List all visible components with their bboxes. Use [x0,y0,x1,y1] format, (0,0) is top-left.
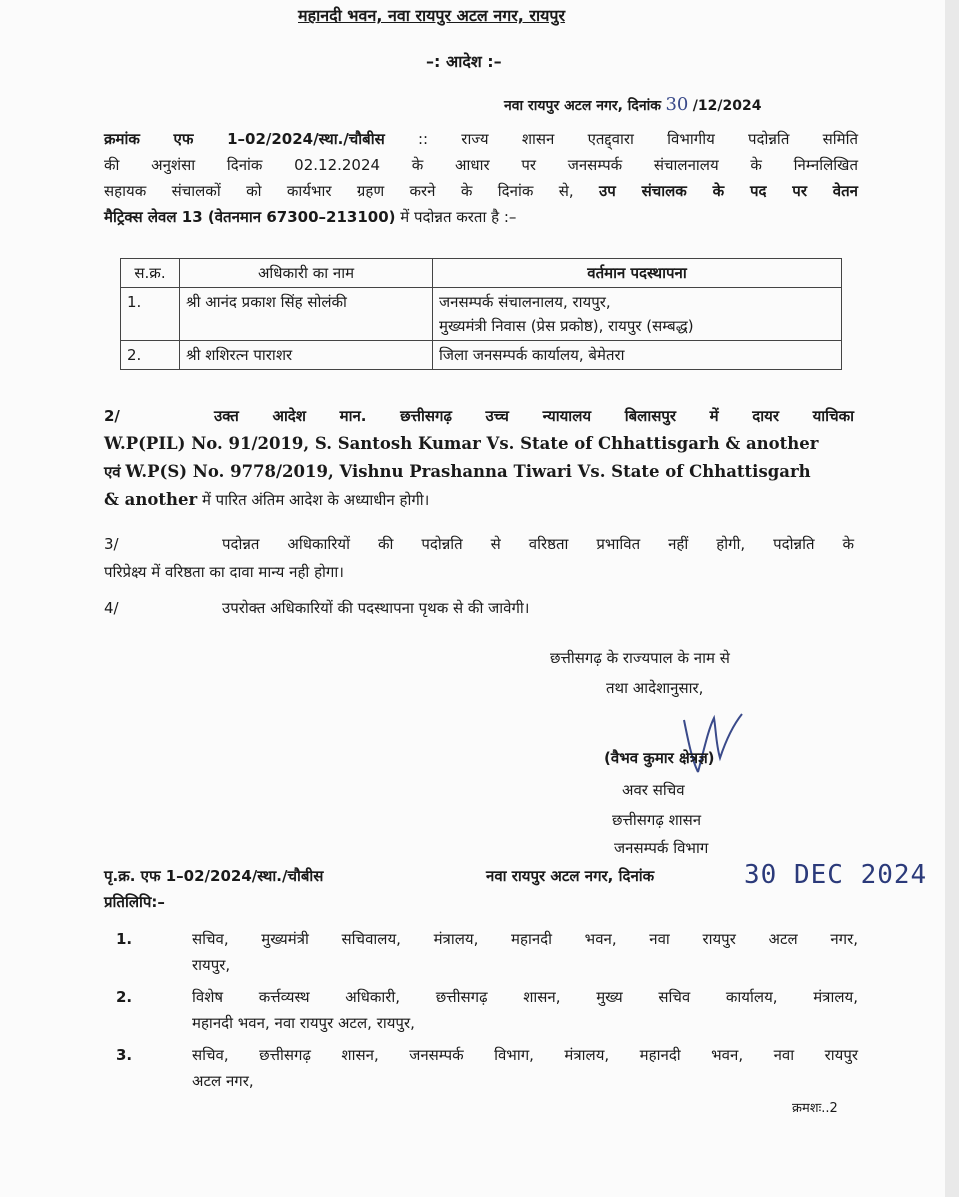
order-number: क्रमांक एफ 1–02/2024/स्था./चौबीस [104,130,385,148]
handwritten-date: 30 [665,94,689,115]
date-suffix: /12/2024 [692,98,762,114]
col-header-posting: वर्तमान पदस्थापना [433,259,842,288]
cell-sno: 2. [121,341,180,370]
copies-list [112,926,862,1100]
signatory-designation: अवर सचिव [622,781,685,799]
place-date-prefix: नवा रायपुर अटल नगर, दिनांक [504,98,661,114]
col-header-name: अधिकारी का नाम [180,259,433,288]
col-header-sno: स.क्र. [121,259,180,288]
date-stamp: 30 DEC 2024 [744,860,928,890]
copy-to-label: प्रतिलिपि:– [104,893,165,911]
list-item: 1. सचिव, मुख्यमंत्री सचिवालय, मंत्रालय, महानदी भवन, नवा रायपुर अटल नगर, रायपुर, [116,930,858,974]
authority-line-2: तथा आदेशानुसार, [606,679,704,697]
intro-paragraph [104,126,858,230]
intro-line-3: सहायक संचालकों को कार्यभार ग्रहण करने के दिनांक से, उप संचालक के पद पर वेतन [104,182,858,200]
para-2 [104,402,858,514]
intro-line-2: की अनुशंसा दिनांक 02.12.2024 के आधार पर जनसम्पर्क संचालनालय के निम्नलिखित [104,156,858,174]
table-row [121,288,842,341]
para-3 [104,530,858,586]
para-4: 4/ उपरोक्त अधिकारियों की पदस्थापना पृथक से की जावेगी। [104,599,530,617]
table-row [121,341,842,370]
signatory-name: (वैभव कुमार क्षेत्रज्ञ) [604,749,715,767]
endorsement-ref: पृ.क्र. एफ 1–02/2024/स्था./चौबीस [104,867,324,885]
signature-mark [664,700,774,780]
para-2-line-1: 2/ उक्त आदेश मान. छत्तीसगढ़ उच्च न्यायालय बिलासपुर में दायर याचिका [104,407,854,425]
continued-marker: क्रमशः..2 [792,1101,838,1116]
order-title: –: आदेश :– [426,52,502,71]
authority-line-1: छत्तीसगढ़ के राज्यपाल के नाम से [550,649,730,667]
para-3-line-2: परिप्रेक्ष्य में वरिष्ठता का दावा मान्य नही होगा। [104,563,344,581]
para-3-line-1: 3/ पदोन्नत अधिकारियों की पदोन्नति से वरिष्ठता प्रभावित नहीं होगी, पदोन्नति के [104,535,854,553]
header-address: महानदी भवन, नवा रायपुर अटल नगर, रायपुर [298,6,566,25]
signatory-department: जनसम्पर्क विभाग [614,839,709,857]
officers-table [120,258,842,370]
place-date [504,94,761,115]
list-item: 3. सचिव, छत्तीसगढ़ शासन, जनसम्पर्क विभाग, मंत्रालय, महानदी भवन, नवा रायपुर अटल नगर, [116,1046,858,1090]
cell-name: श्री आनंद प्रकाश सिंह सोलंकी [180,288,433,341]
endorsement-place-date: नवा रायपुर अटल नगर, दिनांक [486,867,655,885]
cell-posting: जिला जनसम्पर्क कार्यालय, बेमेतरा [433,341,842,370]
list-item: 2. विशेष कर्त्तव्यस्थ अधिकारी, छत्तीसगढ़ शासन, मुख्य सचिव कार्यालय, मंत्रालय, महानदी भवन, नवा रायपुर अटल, रायपुर, [116,988,858,1032]
table-header-row [121,259,842,288]
signatory-govt: छत्तीसगढ़ शासन [612,811,702,829]
cell-posting: जनसम्पर्क संचालनालय, रायपुर, मुख्यमंत्री निवास (प्रेस प्रकोष्ठ), रायपुर (सम्बद्ध) [433,288,842,341]
cell-name: श्री शशिरत्न पाराशर [180,341,433,370]
intro-line-1: क्रमांक एफ 1–02/2024/स्था./चौबीस :: राज्य शासन एतद्द्वारा विभागीय पदोन्नति समिति [104,130,859,148]
intro-line-4: मैट्रिक्स लेवल 13 (वेतनमान 67300–213100) में पदोन्नत करता है :– [104,208,517,226]
para-2-line-4: & another में पारित अंतिम आदेश के अध्याधीन होगी। [104,490,430,509]
cell-sno: 1. [121,288,180,341]
para-2-line-3: एवं W.P(S) No. 9778/2019, Vishnu Prashanna Tiwari Vs. State of Chhattisgarh [104,462,811,481]
para-2-line-2: W.P(PIL) No. 91/2019, S. Santosh Kumar Vs. State of Chhattisgarh & another [104,434,819,453]
